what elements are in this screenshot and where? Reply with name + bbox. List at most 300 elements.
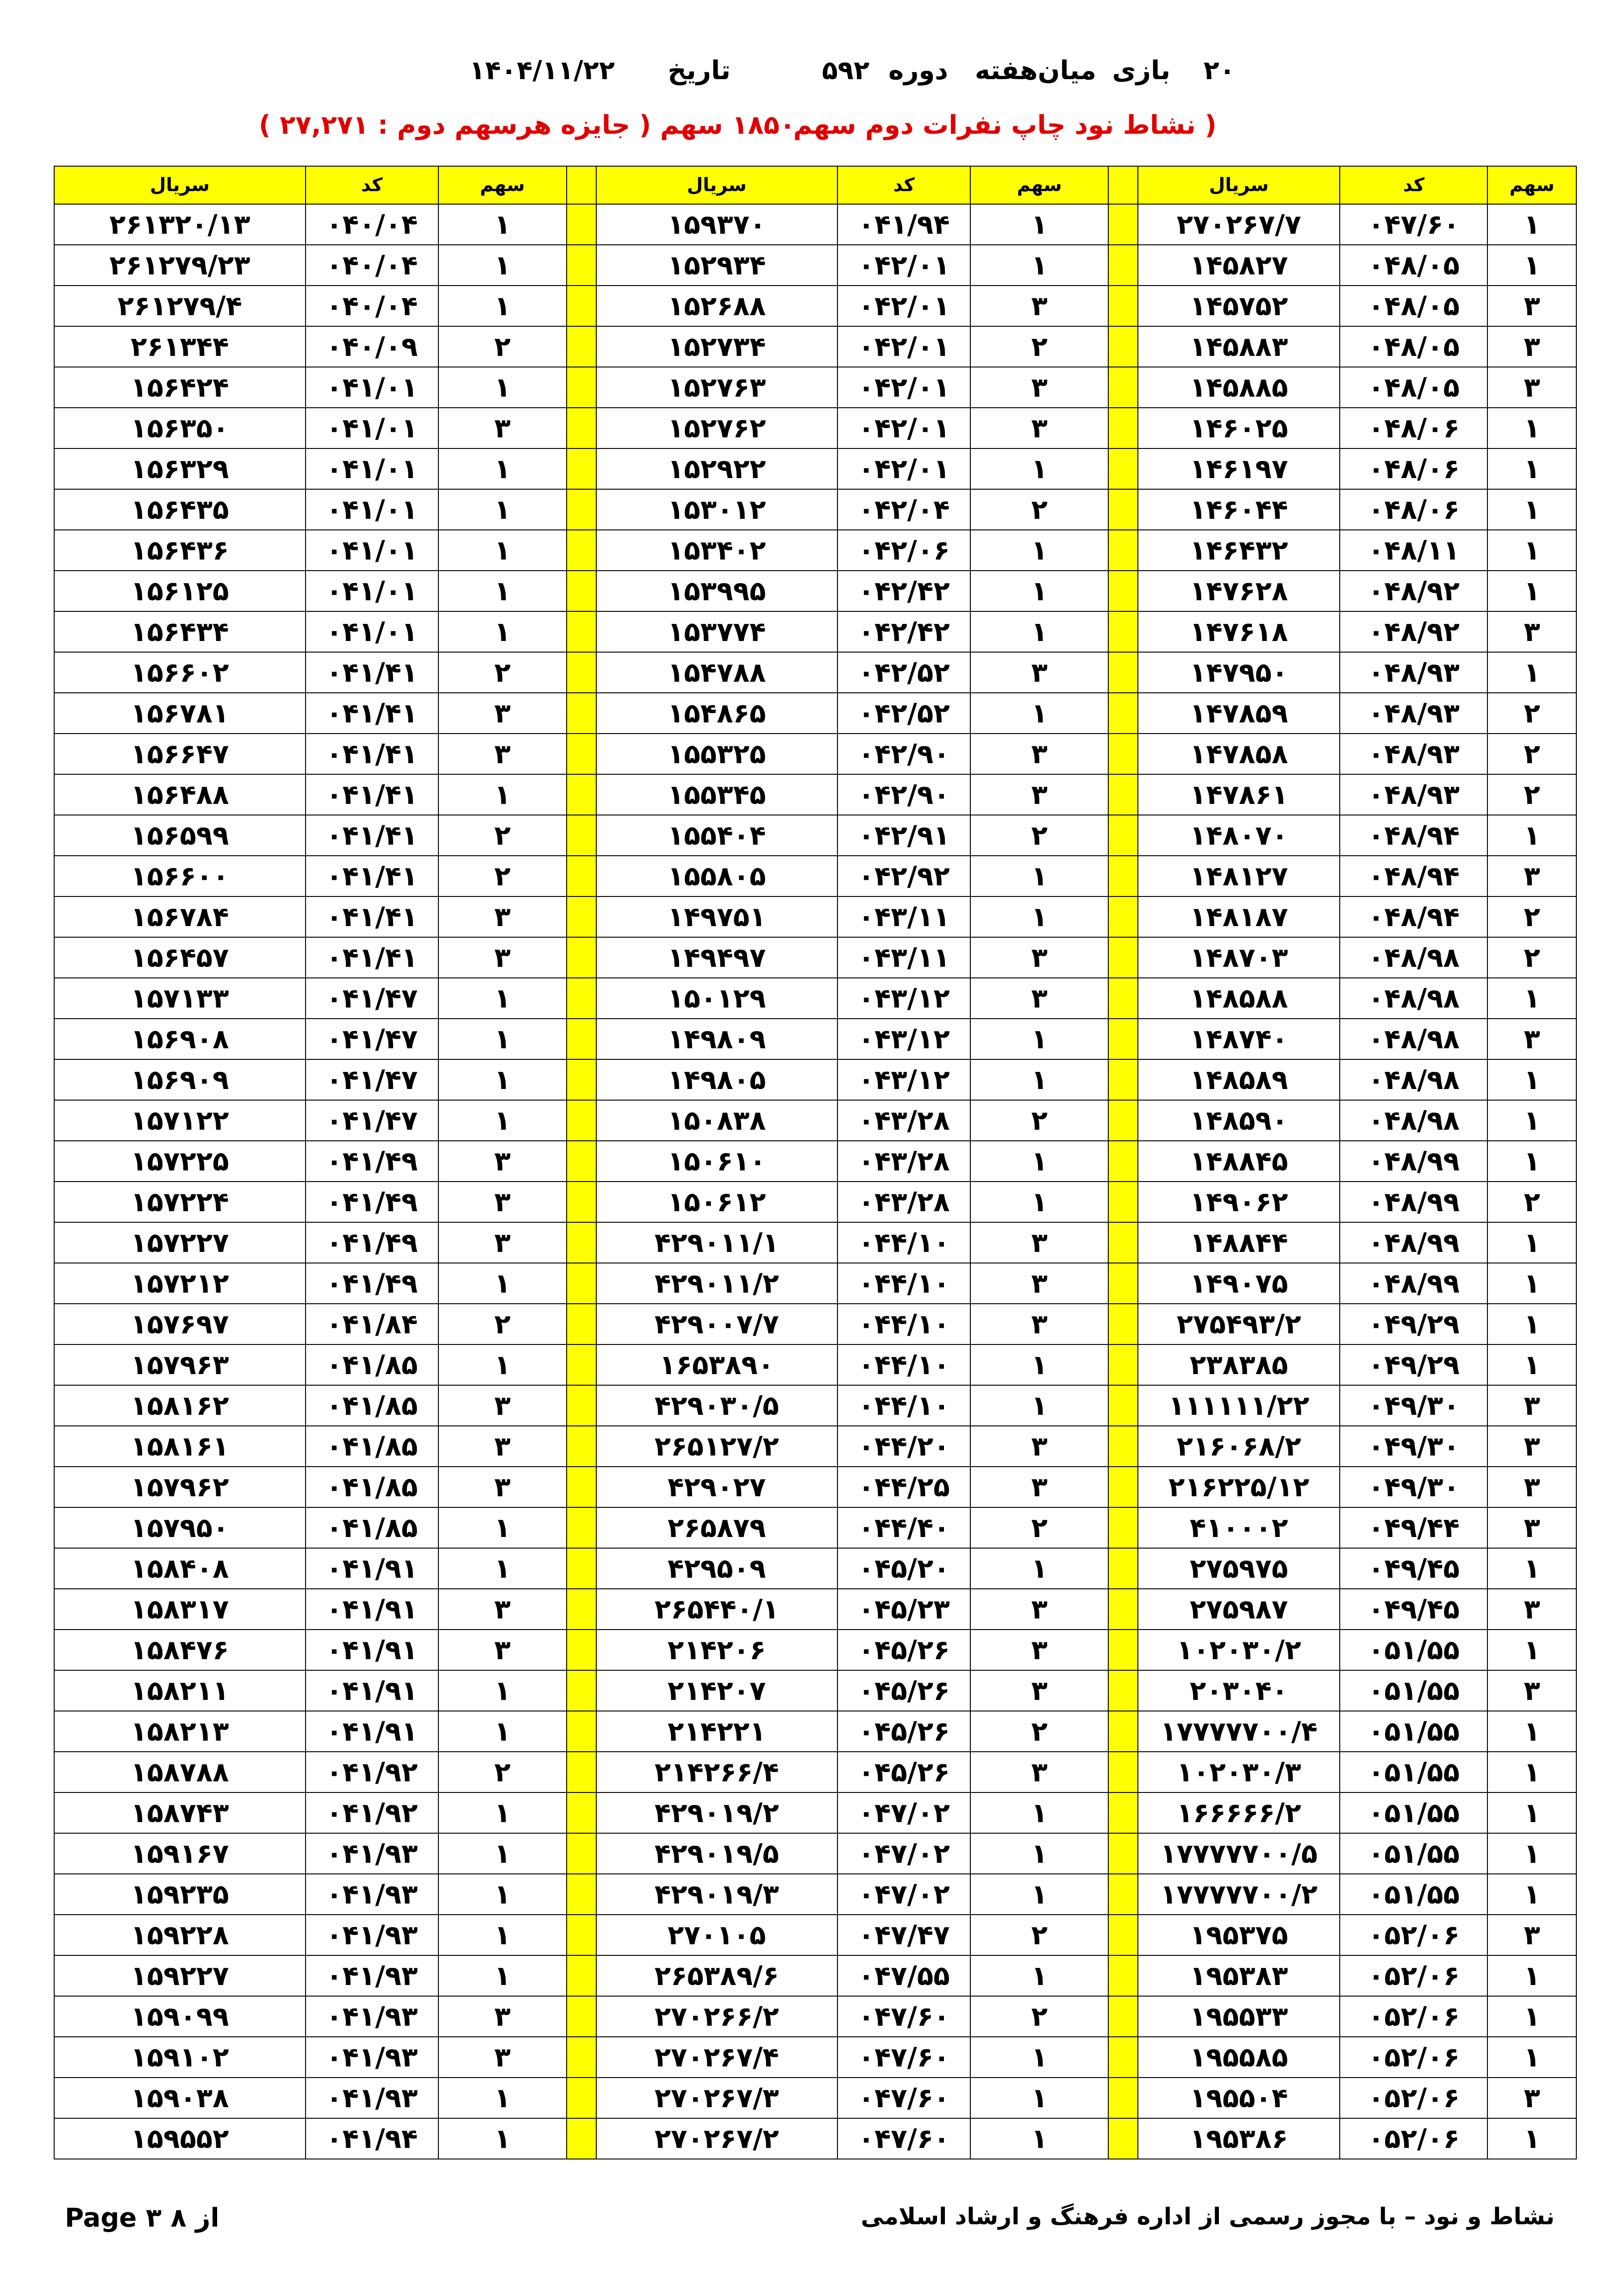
- cell-code: ۰۴۳/۱۲: [837, 1059, 970, 1100]
- cell-code: ۰۴۲/۹۰: [837, 734, 970, 774]
- cell-serial: ۱۵۰۶۱۰: [596, 1141, 837, 1182]
- column-separator: [567, 245, 596, 286]
- column-separator: [567, 1385, 596, 1426]
- column-separator: [1108, 1792, 1138, 1833]
- cell-serial: ۱۵۹۰۹۹: [54, 1996, 306, 2037]
- cell-serial: ۲۶۱۳۴۴: [54, 326, 306, 367]
- cell-code: ۰۴۸/۹۸: [1340, 1019, 1487, 1059]
- cell-serial: ۱۵۸۳۱۷: [54, 1589, 306, 1630]
- cell-share: ۱: [1487, 1711, 1576, 1752]
- cell-code: ۰۴۱/۹۴: [837, 204, 970, 245]
- cell-code: ۰۴۸/۹۴: [1340, 856, 1487, 896]
- cell-code: ۰۴۱/۹۳: [306, 1915, 438, 1955]
- table-body: [54, 204, 1576, 2159]
- cell-serial: ۱۴۷۸۵۸: [1138, 734, 1340, 774]
- cell-code: ۰۴۷/۶۰: [837, 2118, 970, 2159]
- cell-serial: ۱۵۲۶۸۸: [596, 286, 837, 326]
- cell-code: ۰۴۱/۹۳: [306, 1874, 438, 1915]
- cell-serial: ۱۴۵۷۵۲: [1138, 286, 1340, 326]
- cell-serial: ۱۵۸۴۰۸: [54, 1548, 306, 1589]
- cell-code: ۰۴۸/۹۸: [1340, 1100, 1487, 1141]
- cell-share: ۱: [970, 1385, 1108, 1426]
- cell-share: ۱: [970, 1548, 1108, 1589]
- cell-code: ۰۴۸/۰۶: [1340, 408, 1487, 448]
- table-row: [54, 1467, 1576, 1507]
- cell-serial: ۱۵۷۹۵۰: [54, 1507, 306, 1548]
- cell-serial: ۱۴۷۹۵۰: [1138, 652, 1340, 693]
- cell-code: ۰۴۱/۰۱: [306, 489, 438, 530]
- column-separator: [567, 1100, 596, 1141]
- cell-code: ۰۴۹/۳۰: [1340, 1467, 1487, 1507]
- cell-code: ۰۵۲/۰۶: [1340, 2037, 1487, 2078]
- cell-share: ۳: [438, 1996, 567, 2037]
- cell-serial: ۱۴۷۶۲۸: [1138, 571, 1340, 611]
- cell-share: ۱: [1487, 1222, 1576, 1263]
- cell-serial: ۱۴۸۸۴۵: [1138, 1141, 1340, 1182]
- table-row: [54, 408, 1576, 448]
- game-type: میان‌هفته: [974, 56, 1096, 86]
- cell-share: ۳: [438, 1182, 567, 1222]
- column-separator: [567, 1792, 596, 1833]
- cell-code: ۰۴۹/۳۰: [1340, 1385, 1487, 1426]
- table-row: [54, 1589, 1576, 1630]
- cell-share: ۱: [970, 245, 1108, 286]
- column-separator: [1108, 530, 1138, 571]
- cell-share: ۱: [970, 1059, 1108, 1100]
- cell-share: ۱: [438, 1874, 567, 1915]
- column-separator: [567, 1874, 596, 1915]
- cell-share: ۳: [1487, 1426, 1576, 1467]
- cell-share: ۳: [1487, 1915, 1576, 1955]
- header-title-line: [0, 56, 1624, 102]
- cell-serial: ۱۴۸۵۸۸: [1138, 978, 1340, 1019]
- cell-code: ۰۴۷/۰۲: [837, 1833, 970, 1874]
- column-separator: [1108, 1100, 1138, 1141]
- column-separator: [1108, 1059, 1138, 1100]
- cell-code: ۰۴۱/۴۷: [306, 1059, 438, 1100]
- cell-share: ۱: [970, 2037, 1108, 2078]
- cell-serial: ۱۴۸۷۰۳: [1138, 937, 1340, 978]
- license-footer: نشاط و نود – با مجوز رسمی از اداره فرهنگ و ارشاد اسلامی: [861, 2203, 1555, 2230]
- cell-share: ۱: [1487, 245, 1576, 286]
- game-number: ۲۰: [1203, 56, 1235, 86]
- cell-serial: ۲۷۵۹۸۷: [1138, 1589, 1340, 1630]
- cell-share: ۳: [970, 1630, 1108, 1670]
- cell-share: ۱: [438, 1711, 567, 1752]
- cell-serial: ۱۵۲۷۳۴: [596, 326, 837, 367]
- column-separator: [567, 489, 596, 530]
- column-separator: [567, 1996, 596, 2037]
- column-separator: [567, 1711, 596, 1752]
- cell-share: ۳: [970, 652, 1108, 693]
- table-header-row: [54, 166, 1576, 204]
- cell-serial: ۱۵۶۱۲۵: [54, 571, 306, 611]
- table-row: [54, 1263, 1576, 1304]
- cell-serial: ۲۶۵۱۲۷/۲: [596, 1426, 837, 1467]
- cell-code: ۰۴۱/۴۹: [306, 1141, 438, 1182]
- cell-share: ۱: [438, 1548, 567, 1589]
- cell-share: ۱: [1487, 1344, 1576, 1385]
- column-separator: [567, 1955, 596, 1996]
- cell-serial: ۱۷۷۷۷۷۰۰/۵: [1138, 1833, 1340, 1874]
- cell-share: ۱: [1487, 1100, 1576, 1141]
- cell-share: ۳: [438, 1589, 567, 1630]
- cell-share: ۱: [438, 1670, 567, 1711]
- cell-share: ۱: [438, 448, 567, 489]
- cell-code: ۰۴۷/۶۰: [837, 2078, 970, 2118]
- cell-share: ۱: [438, 245, 567, 286]
- column-separator: [1108, 489, 1138, 530]
- table-row: [54, 611, 1576, 652]
- cell-share: ۱: [970, 530, 1108, 571]
- table-row: [54, 1874, 1576, 1915]
- cell-share: ۳: [1487, 1019, 1576, 1059]
- cell-serial: ۱۵۶۴۲۴: [54, 367, 306, 408]
- cell-serial: ۱۹۵۳۷۵: [1138, 1915, 1340, 1955]
- cell-code: ۰۴۱/۸۵: [306, 1507, 438, 1548]
- table-row: [54, 489, 1576, 530]
- cell-serial: ۱۴۹۰۷۵: [1138, 1263, 1340, 1304]
- table-row: [54, 652, 1576, 693]
- column-separator: [567, 1141, 596, 1182]
- column-separator: [1108, 937, 1138, 978]
- header-serial: سریال: [596, 166, 837, 204]
- cell-serial: ۱۵۹۰۳۸: [54, 2078, 306, 2118]
- cell-serial: ۱۵۶۴۳۶: [54, 530, 306, 571]
- cell-serial: ۴۲۹۰۳۰/۵: [596, 1385, 837, 1426]
- column-separator: [567, 896, 596, 937]
- cell-serial: ۲۷۰۲۶۷/۳: [596, 2078, 837, 2118]
- cell-serial: ۱۴۶۰۴۴: [1138, 489, 1340, 530]
- column-separator: [567, 367, 596, 408]
- cell-code: ۰۴۲/۰۱: [837, 448, 970, 489]
- cell-code: ۰۴۸/۰۵: [1340, 367, 1487, 408]
- cell-share: ۱: [1487, 978, 1576, 1019]
- cell-serial: ۱۵۸۲۱۳: [54, 1711, 306, 1752]
- cell-share: ۱: [1487, 530, 1576, 571]
- cell-serial: ۱۰۲۰۳۰/۲: [1138, 1630, 1340, 1670]
- cell-share: ۱: [438, 1344, 567, 1385]
- cell-code: ۰۴۱/۹۱: [306, 1711, 438, 1752]
- cell-share: ۳: [1487, 367, 1576, 408]
- cell-share: ۱: [438, 2118, 567, 2159]
- cell-share: ۱: [1487, 1548, 1576, 1589]
- column-separator: [567, 1019, 596, 1059]
- cell-code: ۰۴۰/۰۴: [306, 204, 438, 245]
- cell-share: ۱: [438, 571, 567, 611]
- cell-code: ۰۴۸/۹۳: [1340, 774, 1487, 815]
- cell-code: ۰۴۱/۹۳: [306, 1996, 438, 2037]
- cell-code: ۰۴۱/۹۲: [306, 1752, 438, 1792]
- cell-share: ۱: [1487, 652, 1576, 693]
- cell-share: ۱: [438, 774, 567, 815]
- cell-code: ۰۴۱/۴۹: [306, 1182, 438, 1222]
- cell-code: ۰۴۱/۸۵: [306, 1344, 438, 1385]
- cell-share: ۲: [438, 652, 567, 693]
- column-separator: [567, 1548, 596, 1589]
- cell-code: ۰۴۱/۹۳: [306, 1833, 438, 1874]
- cell-serial: ۴۲۹۰۱۱/۲: [596, 1263, 837, 1304]
- table-row: [54, 1996, 1576, 2037]
- column-separator: [1108, 1019, 1138, 1059]
- column-separator: [567, 286, 596, 326]
- cell-serial: ۱۵۷۶۹۷: [54, 1304, 306, 1344]
- cell-serial: ۲۶۱۲۷۹/۲۳: [54, 245, 306, 286]
- cell-code: ۰۴۱/۴۷: [306, 1019, 438, 1059]
- cell-share: ۱: [970, 1141, 1108, 1182]
- cell-serial: ۱۵۲۹۳۴: [596, 245, 837, 286]
- cell-code: ۰۴۱/۰۱: [306, 530, 438, 571]
- cell-code: ۰۴۱/۹۳: [306, 2078, 438, 2118]
- table-row: [54, 1752, 1576, 1792]
- cell-code: ۰۴۷/۰۲: [837, 1792, 970, 1833]
- column-separator: [567, 204, 596, 245]
- header-separator: [1108, 166, 1138, 204]
- cell-share: ۲: [1487, 693, 1576, 734]
- cell-serial: ۲۷۵۹۷۵: [1138, 1548, 1340, 1589]
- cell-serial: ۱۵۰۸۳۸: [596, 1100, 837, 1141]
- cell-code: ۰۴۵/۲۶: [837, 1630, 970, 1670]
- table-row: [54, 1955, 1576, 1996]
- column-separator: [567, 1059, 596, 1100]
- cell-code: ۰۴۴/۱۰: [837, 1344, 970, 1385]
- cell-serial: ۱۵۰۱۲۹: [596, 978, 837, 1019]
- cell-serial: ۱۴۹۴۹۷: [596, 937, 837, 978]
- column-separator: [1108, 204, 1138, 245]
- cell-serial: ۴۲۹۰۱۹/۳: [596, 1874, 837, 1915]
- cell-code: ۰۴۴/۲۰: [837, 1426, 970, 1467]
- cell-code: ۰۴۲/۰۱: [837, 245, 970, 286]
- cell-serial: ۱۵۲۷۶۳: [596, 367, 837, 408]
- cell-code: ۰۴۱/۴۹: [306, 1263, 438, 1304]
- cell-serial: ۱۴۶۴۳۲: [1138, 530, 1340, 571]
- cell-serial: ۲۷۰۲۶۷/۴: [596, 2037, 837, 2078]
- column-separator: [1108, 2037, 1138, 2078]
- cell-share: ۱: [1487, 1059, 1576, 1100]
- cell-serial: ۱۵۹۲۲۸: [54, 1915, 306, 1955]
- column-separator: [1108, 2118, 1138, 2159]
- column-separator: [1108, 1670, 1138, 1711]
- column-separator: [567, 571, 596, 611]
- table-row: [54, 1222, 1576, 1263]
- subtitle-main: ( نشاط نود چاپ نفرات دوم سهم: [793, 110, 1217, 140]
- column-separator: [1108, 1426, 1138, 1467]
- cell-serial: ۱۹۵۵۰۴: [1138, 2078, 1340, 2118]
- cell-share: ۲: [1487, 734, 1576, 774]
- cell-code: ۰۵۲/۰۶: [1340, 2118, 1487, 2159]
- cell-serial: ۲۶۵۸۷۹: [596, 1507, 837, 1548]
- cell-serial: ۱۵۷۱۳۳: [54, 978, 306, 1019]
- table-row: [54, 937, 1576, 978]
- cell-serial: ۲۶۵۳۸۹/۶: [596, 1955, 837, 1996]
- cell-code: ۰۴۸/۹۴: [1340, 815, 1487, 856]
- cell-serial: ۴۲۹۰۱۱/۱: [596, 1222, 837, 1263]
- cell-code: ۰۴۲/۰۶: [837, 530, 970, 571]
- cell-code: ۰۴۳/۱۲: [837, 1019, 970, 1059]
- cell-serial: ۱۵۴۸۶۵: [596, 693, 837, 734]
- table-row: [54, 2037, 1576, 2078]
- cell-share: ۳: [970, 1589, 1108, 1630]
- cell-share: ۱: [1487, 204, 1576, 245]
- column-separator: [1108, 611, 1138, 652]
- column-separator: [567, 693, 596, 734]
- cell-serial: ۱۵۹۱۰۲: [54, 2037, 306, 2078]
- cell-share: ۳: [970, 978, 1108, 1019]
- cell-serial: ۱۵۶۴۳۴: [54, 611, 306, 652]
- cell-code: ۰۴۱/۹۱: [306, 1670, 438, 1711]
- cell-code: ۰۴۸/۹۲: [1340, 571, 1487, 611]
- header-separator: [567, 166, 596, 204]
- table-row: [54, 1426, 1576, 1467]
- cell-share: ۳: [970, 774, 1108, 815]
- cell-serial: ۲۶۱۳۲۰/۱۳: [54, 204, 306, 245]
- cell-serial: ۱۴۷۶۱۸: [1138, 611, 1340, 652]
- cell-share: ۲: [970, 815, 1108, 856]
- cell-code: ۰۴۲/۰۱: [837, 367, 970, 408]
- column-separator: [567, 937, 596, 978]
- cell-code: ۰۴۲/۰۱: [837, 326, 970, 367]
- cell-serial: ۱۷۷۷۷۷۰۰/۴: [1138, 1711, 1340, 1752]
- column-separator: [1108, 1222, 1138, 1263]
- cell-code: ۰۵۱/۵۵: [1340, 1630, 1487, 1670]
- cell-share: ۱: [970, 1344, 1108, 1385]
- cell-share: ۱: [438, 1792, 567, 1833]
- cell-share: ۱: [438, 286, 567, 326]
- header-serial: سریال: [1138, 166, 1340, 204]
- cell-serial: ۱۵۰۶۱۲: [596, 1182, 837, 1222]
- cell-code: ۰۵۲/۰۶: [1340, 1955, 1487, 1996]
- column-separator: [567, 978, 596, 1019]
- cell-share: ۱: [438, 978, 567, 1019]
- cell-code: ۰۴۷/۰۲: [837, 1874, 970, 1915]
- cell-serial: ۲۱۶۲۲۵/۱۲: [1138, 1467, 1340, 1507]
- cell-serial: ۱۵۸۱۶۲: [54, 1385, 306, 1426]
- cell-serial: ۱۵۳۴۰۲: [596, 530, 837, 571]
- cell-share: ۱: [970, 1182, 1108, 1222]
- cell-serial: ۱۰۲۰۳۰/۳: [1138, 1752, 1340, 1792]
- column-separator: [567, 1426, 596, 1467]
- column-separator: [1108, 1874, 1138, 1915]
- table-row: [54, 2118, 1576, 2159]
- header-share: سهم: [970, 166, 1108, 204]
- cell-share: ۳: [970, 1304, 1108, 1344]
- cell-share: ۱: [1487, 815, 1576, 856]
- table-row: [54, 1385, 1576, 1426]
- cell-code: ۰۴۸/۹۹: [1340, 1263, 1487, 1304]
- cell-serial: ۱۵۷۹۶۲: [54, 1467, 306, 1507]
- cell-code: ۰۵۱/۵۵: [1340, 1792, 1487, 1833]
- cell-serial: ۱۴۹۷۵۱: [596, 896, 837, 937]
- cell-code: ۰۴۹/۲۹: [1340, 1304, 1487, 1344]
- period-label: دوره: [888, 56, 948, 86]
- cell-code: ۰۴۱/۴۹: [306, 1222, 438, 1263]
- cell-share: ۱: [438, 489, 567, 530]
- cell-serial: ۱۴۸۵۸۹: [1138, 1059, 1340, 1100]
- cell-code: ۰۴۱/۰۱: [306, 408, 438, 448]
- column-separator: [1108, 815, 1138, 856]
- table-row: [54, 286, 1576, 326]
- cell-share: ۳: [1487, 2078, 1576, 2118]
- cell-serial: ۱۴۶۰۲۵: [1138, 408, 1340, 448]
- cell-share: ۳: [1487, 1467, 1576, 1507]
- table-row: [54, 815, 1576, 856]
- cell-code: ۰۴۱/۸۵: [306, 1467, 438, 1507]
- cell-share: ۲: [970, 326, 1108, 367]
- cell-code: ۰۴۱/۹۱: [306, 1548, 438, 1589]
- cell-serial: ۱۴۵۸۸۳: [1138, 326, 1340, 367]
- column-separator: [567, 1182, 596, 1222]
- cell-share: ۱: [438, 204, 567, 245]
- cell-serial: ۱۵۵۸۰۵: [596, 856, 837, 896]
- cell-share: ۱: [438, 1263, 567, 1304]
- cell-share: ۲: [970, 1996, 1108, 2037]
- cell-serial: ۱۵۶۹۰۸: [54, 1019, 306, 1059]
- cell-serial: ۴۲۹۰۰۷/۷: [596, 1304, 837, 1344]
- cell-serial: ۱۷۷۷۷۷۰۰/۲: [1138, 1874, 1340, 1915]
- cell-share: ۳: [1487, 286, 1576, 326]
- cell-share: ۱: [1487, 1630, 1576, 1670]
- cell-serial: ۱۴۵۸۲۷: [1138, 245, 1340, 286]
- column-separator: [1108, 1589, 1138, 1630]
- cell-share: ۱: [970, 856, 1108, 896]
- cell-code: ۰۴۵/۲۶: [837, 1670, 970, 1711]
- header-subtitle-line: [0, 110, 1624, 156]
- cell-share: ۱: [970, 896, 1108, 937]
- table-row: [54, 571, 1576, 611]
- cell-code: ۰۴۱/۹۴: [306, 2118, 438, 2159]
- cell-code: ۰۴۱/۴۱: [306, 652, 438, 693]
- column-separator: [567, 856, 596, 896]
- cell-serial: ۱۵۹۲۳۵: [54, 1874, 306, 1915]
- cell-serial: ۱۵۸۱۶۱: [54, 1426, 306, 1467]
- cell-share: ۱: [438, 2078, 567, 2118]
- table-row: [54, 245, 1576, 286]
- cell-code: ۰۴۳/۱۱: [837, 937, 970, 978]
- cell-code: ۰۴۱/۰۱: [306, 448, 438, 489]
- cell-code: ۰۵۱/۵۵: [1340, 1670, 1487, 1711]
- cell-share: ۱: [1487, 1263, 1576, 1304]
- cell-code: ۰۴۱/۴۱: [306, 896, 438, 937]
- table-row: [54, 1304, 1576, 1344]
- cell-code: ۰۴۵/۲۰: [837, 1548, 970, 1589]
- column-separator: [567, 2118, 596, 2159]
- cell-share: ۱: [1487, 448, 1576, 489]
- column-separator: [567, 2037, 596, 2078]
- column-separator: [567, 1670, 596, 1711]
- cell-code: ۰۴۴/۱۰: [837, 1263, 970, 1304]
- cell-serial: ۲۱۴۲۲۱: [596, 1711, 837, 1752]
- cell-code: ۰۴۰/۰۴: [306, 245, 438, 286]
- column-separator: [1108, 448, 1138, 489]
- cell-serial: ۲۷۰۲۶۶/۲: [596, 1996, 837, 2037]
- cell-code: ۰۴۱/۹۳: [306, 2037, 438, 2078]
- table-row: [54, 896, 1576, 937]
- table-row: [54, 1100, 1576, 1141]
- cell-code: ۰۴۲/۴۲: [837, 571, 970, 611]
- cell-serial: ۲۱۴۲۰۷: [596, 1670, 837, 1711]
- cell-code: ۰۴۱/۴۱: [306, 937, 438, 978]
- column-separator: [1108, 1344, 1138, 1385]
- cell-code: ۰۴۸/۰۶: [1340, 448, 1487, 489]
- cell-code: ۰۴۱/۰۱: [306, 611, 438, 652]
- cell-serial: ۲۱۴۲۰۶: [596, 1630, 837, 1670]
- cell-serial: ۱۵۳۹۹۵: [596, 571, 837, 611]
- column-separator: [1108, 774, 1138, 815]
- cell-code: ۰۴۹/۳۰: [1340, 1426, 1487, 1467]
- cell-share: ۲: [970, 1100, 1108, 1141]
- cell-code: ۰۵۲/۰۶: [1340, 1996, 1487, 2037]
- cell-share: ۱: [1487, 1752, 1576, 1792]
